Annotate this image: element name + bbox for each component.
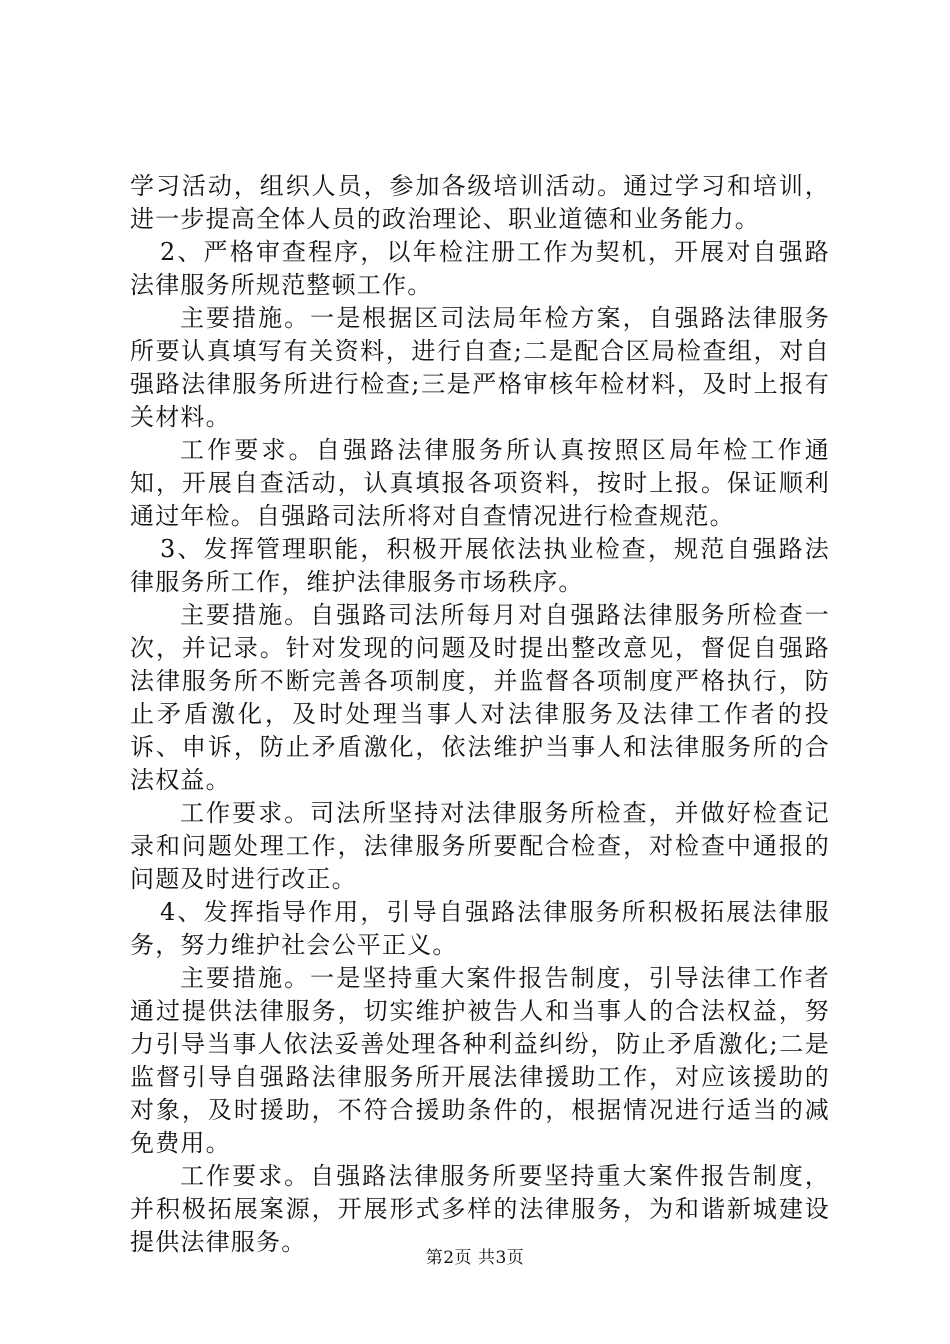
paragraph-item-3-requirements: 工作要求。司法所坚持对法律服务所检查，并做好检查记录和问题处理工作，法律服务所要配合检查，对检查中通报的问题及时进行改正。	[130, 799, 830, 893]
document-body	[130, 170, 830, 1259]
paragraph-item-2-heading: 2、严格审查程序，以年检注册工作为契机，开展对自强路法律服务所规范整顿工作。	[130, 238, 830, 299]
paragraph-item-4-measures: 主要措施。一是坚持重大案件报告制度，引导法律工作者通过提供法律服务，切实维护被告人和当事人的合法权益，努力引导当事人依法妥善处理各种利益纠纷，防止矛盾激化;二是监督引导自强路法律服务所开展法律援助工作，对应该援助的对象，及时援助，不符合援助条件的，根据情况进行适当的减免费用。	[130, 964, 830, 1157]
paragraph-item-4-heading: 4、发挥指导作用，引导自强路法律服务所积极拓展法律服务，努力维护社会公平正义。	[130, 898, 830, 959]
paragraph-item-3-measures: 主要措施。自强路司法所每月对自强路法律服务所检查一次，并记录。针对发现的问题及时提出整改意见，督促自强路法律服务所不断完善各项制度，并监督各项制度严格执行，防止矛盾激化，及时处理当事人对法律服务及法律工作者的投诉、申诉，防止矛盾激化，依法维护当事人和法律服务所的合法权益。	[130, 601, 830, 794]
paragraph-item-2-requirements: 工作要求。自强路法律服务所认真按照区局年检工作通知，开展自查活动，认真填报各项资料，按时上报。保证顺利通过年检。自强路司法所将对自查情况进行检查规范。	[130, 436, 830, 530]
paragraph-item-4-requirements: 工作要求。自强路法律服务所要坚持重大案件报告制度，并积极拓展案源，开展形式多样的法律服务，为和谐新城建设提供法律服务。	[130, 1162, 830, 1256]
paragraph-item-2-measures: 主要措施。一是根据区司法局年检方案，自强路法律服务所要认真填写有关资料，进行自查;二是配合区局检查组，对自强路法律服务所进行检查;三是严格审核年检材料，及时上报有关材料。	[130, 304, 830, 431]
paragraph-item-3-heading: 3、发挥管理职能，积极开展依法执业检查，规范自强路法律服务所工作，维护法律服务市场秩序。	[130, 535, 830, 596]
page-number-footer: 第2页 共3页	[425, 1248, 525, 1268]
paragraph-continuation: 学习活动，组织人员，参加各级培训活动。通过学习和培训，进一步提高全体人员的政治理论、职业道德和业务能力。	[130, 172, 830, 233]
